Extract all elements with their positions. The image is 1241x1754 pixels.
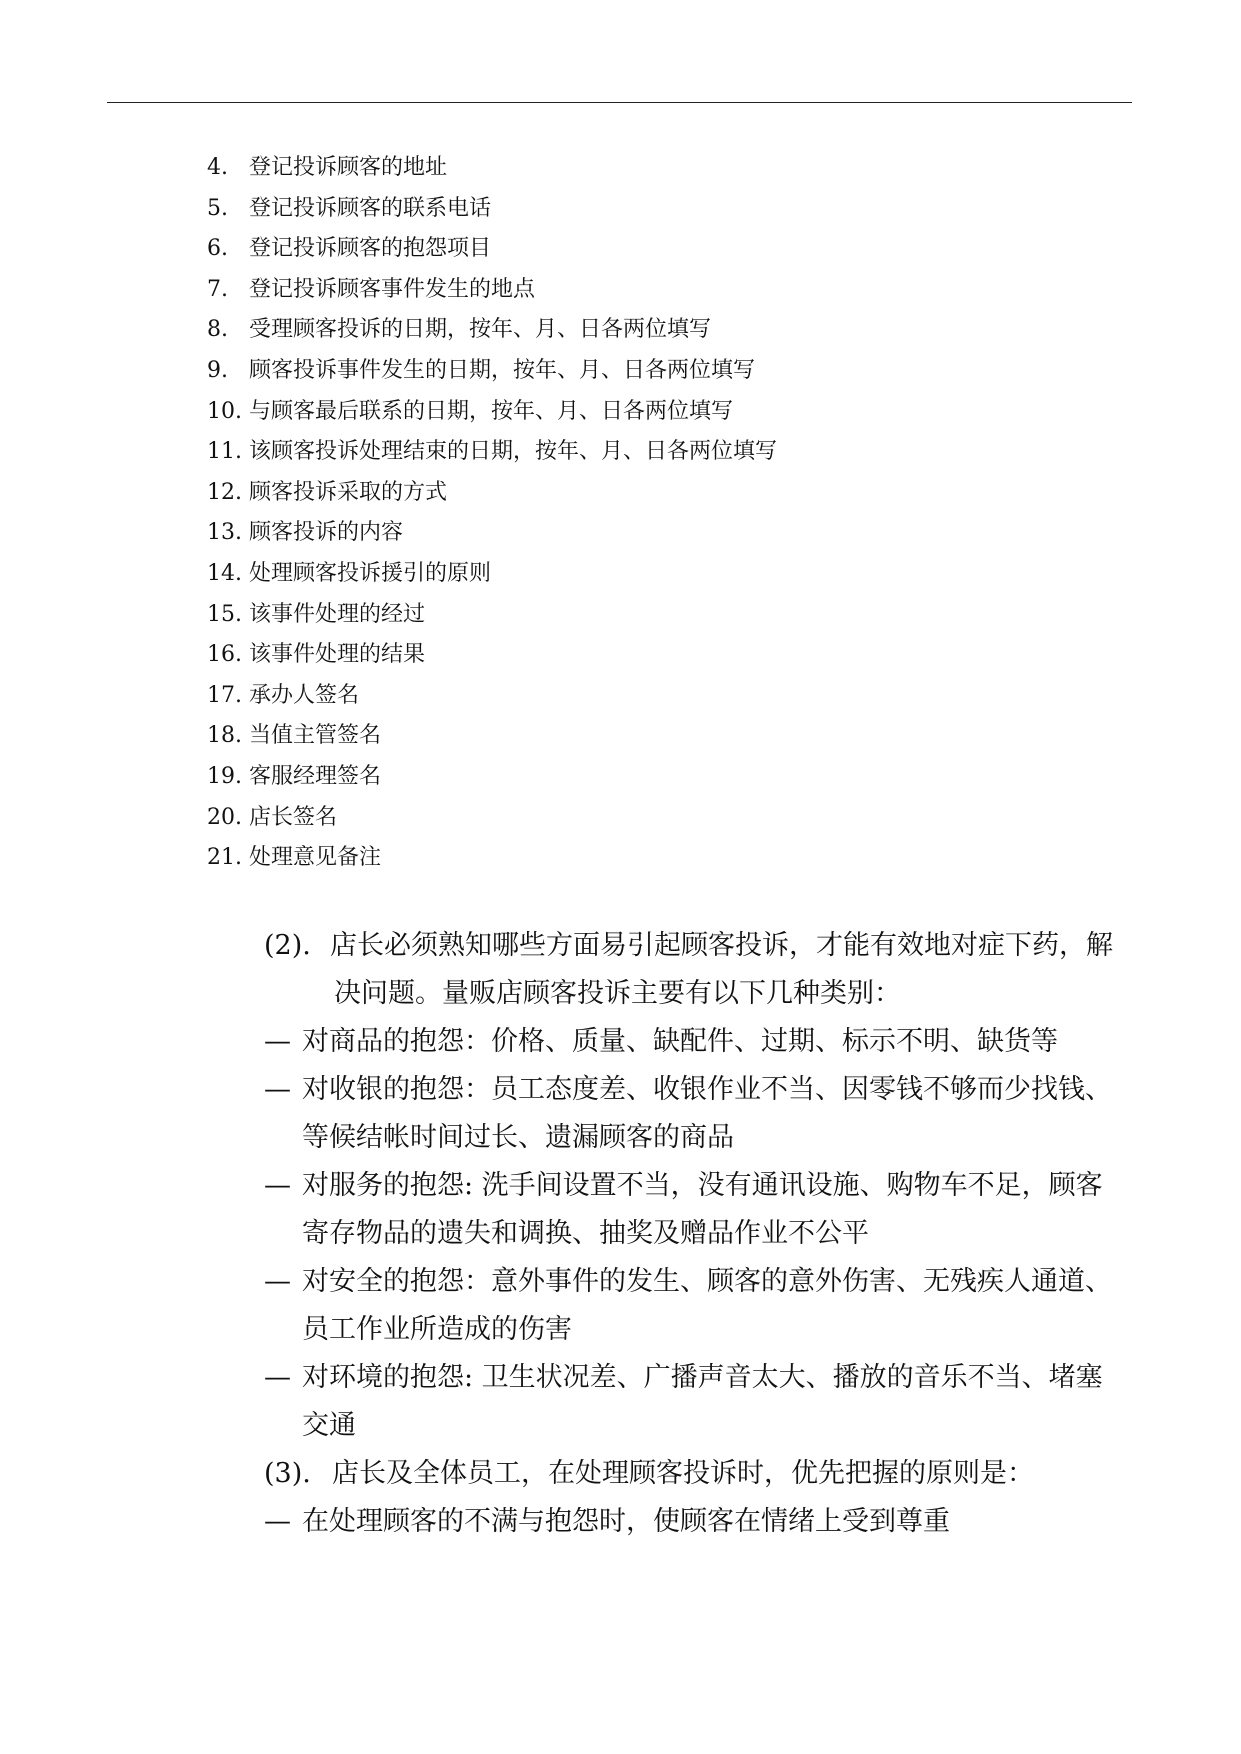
list-item [207,635,777,676]
item-text: 顾客投诉的内容 [249,520,404,546]
item-text: 该事件处理的结果 [249,642,426,668]
dash-bullet: — [264,1362,291,1393]
item-text: 当值主管签名 [249,723,382,749]
item-number: 18. [207,723,242,749]
item-text: 该事件处理的经过 [249,601,426,627]
item-text: 顾客投诉采取的方式 [249,479,448,505]
section-number: (3). [264,1458,311,1489]
list-item [207,432,777,473]
item-text: 处理意见备注 [249,845,382,871]
header-rule [107,102,1132,103]
item-number: 20. [207,804,242,830]
item-text: 客服经理签名 [249,763,382,789]
item-text: 登记投诉顾客事件发生的地点 [249,276,536,302]
item-number: 7. [207,276,228,302]
item-number: 16. [207,642,242,668]
list-item [207,351,777,392]
item-text: 登记投诉顾客的联系电话 [249,195,492,221]
section-3-heading [264,1450,1124,1498]
list-item [207,676,777,717]
dash-bullet: — [264,1266,291,1297]
item-number: 14. [207,560,242,586]
dash-bullet: — [264,1074,291,1105]
item-number: 6. [207,236,228,262]
dash-bullet: — [264,1026,291,1057]
list-item [207,270,777,311]
item-text: 受理顾客投诉的日期，按年、月、日各两位填写 [249,317,712,343]
item-number: 5. [207,195,228,221]
principle-text: 在处理顾客的不满与抱怨时，使顾客在情绪上受到尊重 [302,1506,950,1537]
item-number: 10. [207,398,242,424]
list-item [207,148,777,189]
item-number: 19. [207,763,242,789]
category-item [264,1162,1124,1258]
item-number: 4. [207,155,228,180]
item-number: 15. [207,601,242,627]
item-number: 11. [207,439,242,465]
list-item [207,838,777,879]
item-number: 12. [207,479,242,505]
category-text: 对商品的抱怨：价格、质量、缺配件、过期、标示不明、缺货等 [302,1026,1058,1057]
item-number: 8. [207,317,228,343]
category-item [264,1018,1124,1066]
item-number: 9. [207,357,228,383]
category-text: 对服务的抱怨: 洗手间设置不当，没有通讯设施、购物车不足，顾客寄存物品的遗失和调换、抽奖及赠品作业不公平 [302,1170,1103,1249]
list-item [207,595,777,636]
item-text: 承办人签名 [249,682,360,708]
dash-bullet: — [264,1170,291,1201]
section-number: (2). [264,930,311,961]
category-text: 对安全的抱怨：意外事件的发生、顾客的意外伤害、无残疾人通道、员工作业所造成的伤害 [302,1266,1112,1345]
list-item [207,473,777,514]
list-item [207,310,777,351]
dash-bullet: — [264,1506,291,1537]
section-2-heading [264,922,1124,1018]
category-item [264,1066,1124,1162]
item-text: 店长签名 [249,804,338,830]
section-text: 店长及全体员工，在处理顾客投诉时，优先把握的原则是： [332,1458,1034,1489]
category-text: 对环境的抱怨: 卫生状况差、广播声音太大、播放的音乐不当、堵塞交通 [302,1362,1103,1441]
section-text: 店长必须熟知哪些方面易引起顾客投诉，才能有效地对症下药，解决问题。量贩店顾客投诉主要有以下几种类别： [330,930,1113,1009]
item-text: 与顾客最后联系的日期，按年、月、日各两位填写 [249,398,734,424]
item-number: 21. [207,845,242,871]
item-number: 13. [207,520,242,546]
item-text: 该顾客投诉处理结束的日期，按年、月、日各两位填写 [249,439,778,465]
item-text: 登记投诉顾客的地址 [249,155,448,180]
complaint-categories-section [264,922,1124,1546]
category-item [264,1354,1124,1450]
list-item [207,554,777,595]
list-item [207,716,777,757]
list-item [207,189,777,230]
list-item [207,229,777,270]
item-number: 17. [207,682,242,708]
list-item [207,798,777,839]
item-text: 登记投诉顾客的抱怨项目 [249,236,492,262]
list-item [207,513,777,554]
item-text: 顾客投诉事件发生的日期，按年、月、日各两位填写 [249,357,756,383]
list-item [207,757,777,798]
form-field-list [207,148,777,879]
item-text: 处理顾客投诉援引的原则 [249,560,492,586]
principle-item [264,1498,1124,1546]
category-text: 对收银的抱怨：员工态度差、收银作业不当、因零钱不够而少找钱、等候结帐时间过长、遗漏顾客的商品 [302,1074,1112,1153]
list-item [207,392,777,433]
category-item [264,1258,1124,1354]
